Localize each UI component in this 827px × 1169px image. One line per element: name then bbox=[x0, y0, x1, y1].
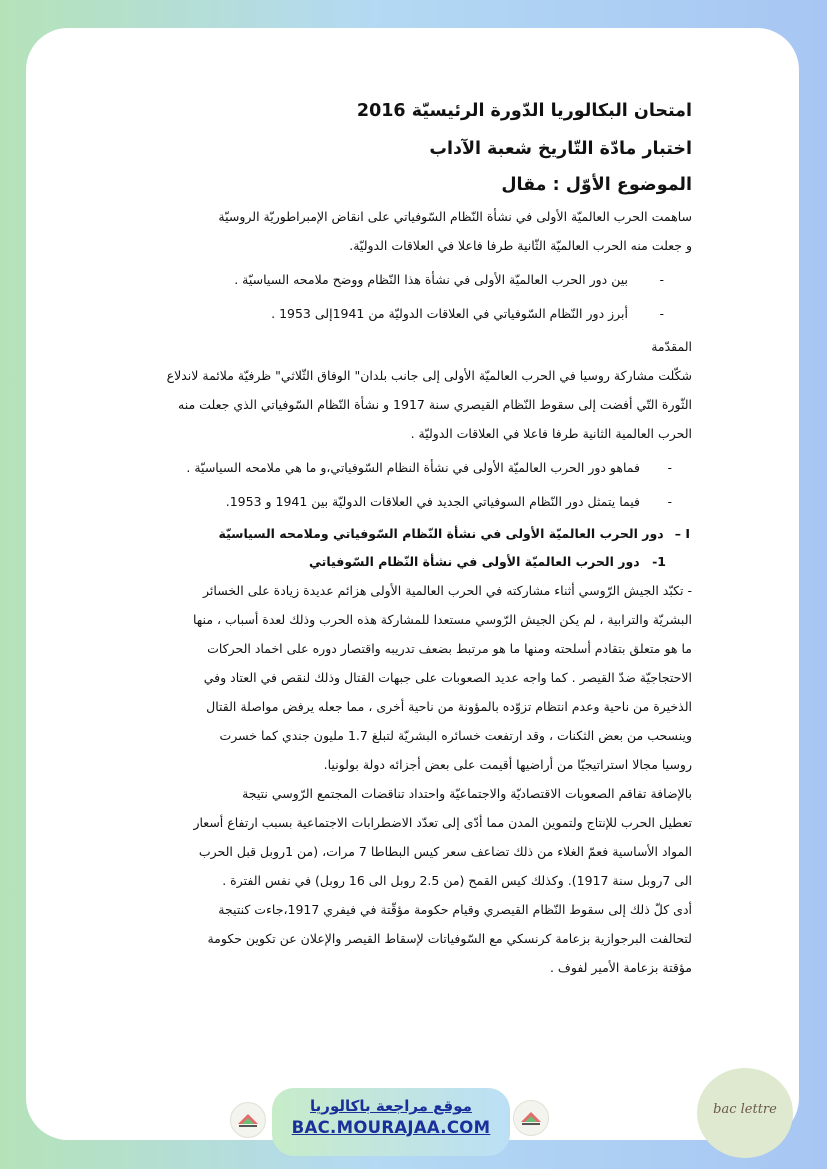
body-paragraph: - تكبّد الجيش الرّوسي أثناء مشاركته في الحرب العالمية الأولى هزائم عديدة زيادة على الخسائر البشريّة والترابية ، لم يكن الجيش الرّوسي مستعدا للمشاركة هذه الحرب وذلك لعدة أسباب ، منها ما هو متعلق بتقادم أسلحته ومنها ما هو مرتبط بضعف تدريبه واقتصار دوره على اخماد الحركات الاحتجاجيّة ضدّ القيصر . كما واجه عديد الصعوبات على جبهات القتال وذلك لنقص في العتاد وفي الذخيرة من ناحية وعدم انتظام تزوّده بالمؤونة من ناحية أخرى ، مما جعله يرفض مواصلة القتال وينسحب من بعض الثكنات ، وقد ارتفعت خسائره البشريّة لتبلغ 1.7 مليون جندي كما خسرت روسيا مجالا استراتيجيّا من أراضيها أقيمت على بعض أجزائه دولة بولونيا. bbox=[192, 583, 692, 772]
site-logo-icon bbox=[513, 1100, 549, 1136]
body-paragraph: أدى كلّ ذلك إلى سقوط النّظام القيصري وقيام حكومة مؤقّتة في فيفري 1917،جاءت كنتيجة لتحالفت البرجوازية بزعامة كرنسكي مع السّوفياتات لإسقاط القيصر والإعلان عن تكوين حكومة مؤقتة بزعامة الأمير لفوف . bbox=[207, 902, 692, 975]
prompt-item: - أبرز دور النّظام السّوفياتي في العلاقات الدوليّة من 1941إلى 1953 . bbox=[271, 306, 664, 321]
subject-title: اختبار مادّة التّاريخ شعبة الآداب bbox=[429, 139, 692, 159]
section-heading: I – دور الحرب العالميّة الأولى في نشأة النّظام السّوفياتي وملامحه السياسيّة bbox=[218, 526, 690, 541]
site-logo-icon bbox=[230, 1102, 266, 1138]
document-body bbox=[80, 92, 692, 982]
subsection-heading: 1- دور الحرب العالميّة الأولى في نشأة النّظام السّوفياتي bbox=[309, 554, 666, 569]
bac-lettre-badge bbox=[697, 1068, 793, 1158]
site-name-arabic[interactable]: موقع مراجعة باكالوريا bbox=[310, 1097, 472, 1115]
site-link[interactable] bbox=[272, 1088, 510, 1156]
body-paragraph: بالإضافة تفاقم الصعوبات الاقتصاديّة والاجتماعيّة واحتداد تناقضات المجتمع الرّوسي نتيجة تعطيل الحرب للإنتاج ولتموين المدن مما أدّى إلى تعدّد الاضطرابات الاجتماعية بسبب ارتفاع أسعار المواد الأساسية فعمّ الغلاء من ذلك تضاعف سعر كيس البطاطا 7 مرات، (من 1روبل قبل الحرب الى 7روبل سنة 1917). وكذلك كيس القمح (من 2.5 روبل الى 16 روبل) في نفس الفترة . bbox=[193, 786, 692, 888]
badge-text: bac lettre bbox=[713, 1102, 777, 1117]
intro-item: - فيما يتمثل دور النّظام السوفياتي الجديد في العلاقات الدوليّة بين 1941 و 1953. bbox=[225, 494, 672, 509]
topic-title: الموضوع الأوّل : مقال bbox=[501, 175, 692, 195]
prompt-paragraph: ساهمت الحرب العالميّة الأولى في نشأة النّظام السّوفياتي على انقاض الإمبراطوريّة الروسيّة و جعلت منه الحرب العالميّة الثّانية طرفا فاعلا في العلاقات الدوليّة. bbox=[218, 209, 692, 253]
site-url[interactable]: BAC.MOURAJAA.COM bbox=[291, 1118, 491, 1137]
intro-paragraph: شكّلت مشاركة روسيا في الحرب العالميّة الأولى إلى جانب بلدان" الوفاق الثّلاثي" ظرفيّة ملائمة لاندلاع الثّورة التّي أفضت إلى سقوط النّظام القيصري سنة 1917 و نشأة النّظام السّوفياتي الذي جعلت منه الحرب العالمية الثانية طرفا فاعلا في العلاقات الدوليّة . bbox=[166, 368, 692, 441]
intro-heading: المقدّمة bbox=[651, 339, 692, 354]
prompt-item: - بين دور الحرب العالميّة الأولى في نشأة هذا النّظام ووضح ملامحه السياسيّة . bbox=[234, 272, 664, 287]
exam-title: امتحان البكالوريا الدّورة الرئيسيّة 2016 bbox=[356, 101, 692, 121]
intro-item: - فماهو دور الحرب العالميّة الأولى في نشأة النظام السّوفياتي،و ما هي ملامحه السياسيّة . bbox=[186, 460, 672, 475]
